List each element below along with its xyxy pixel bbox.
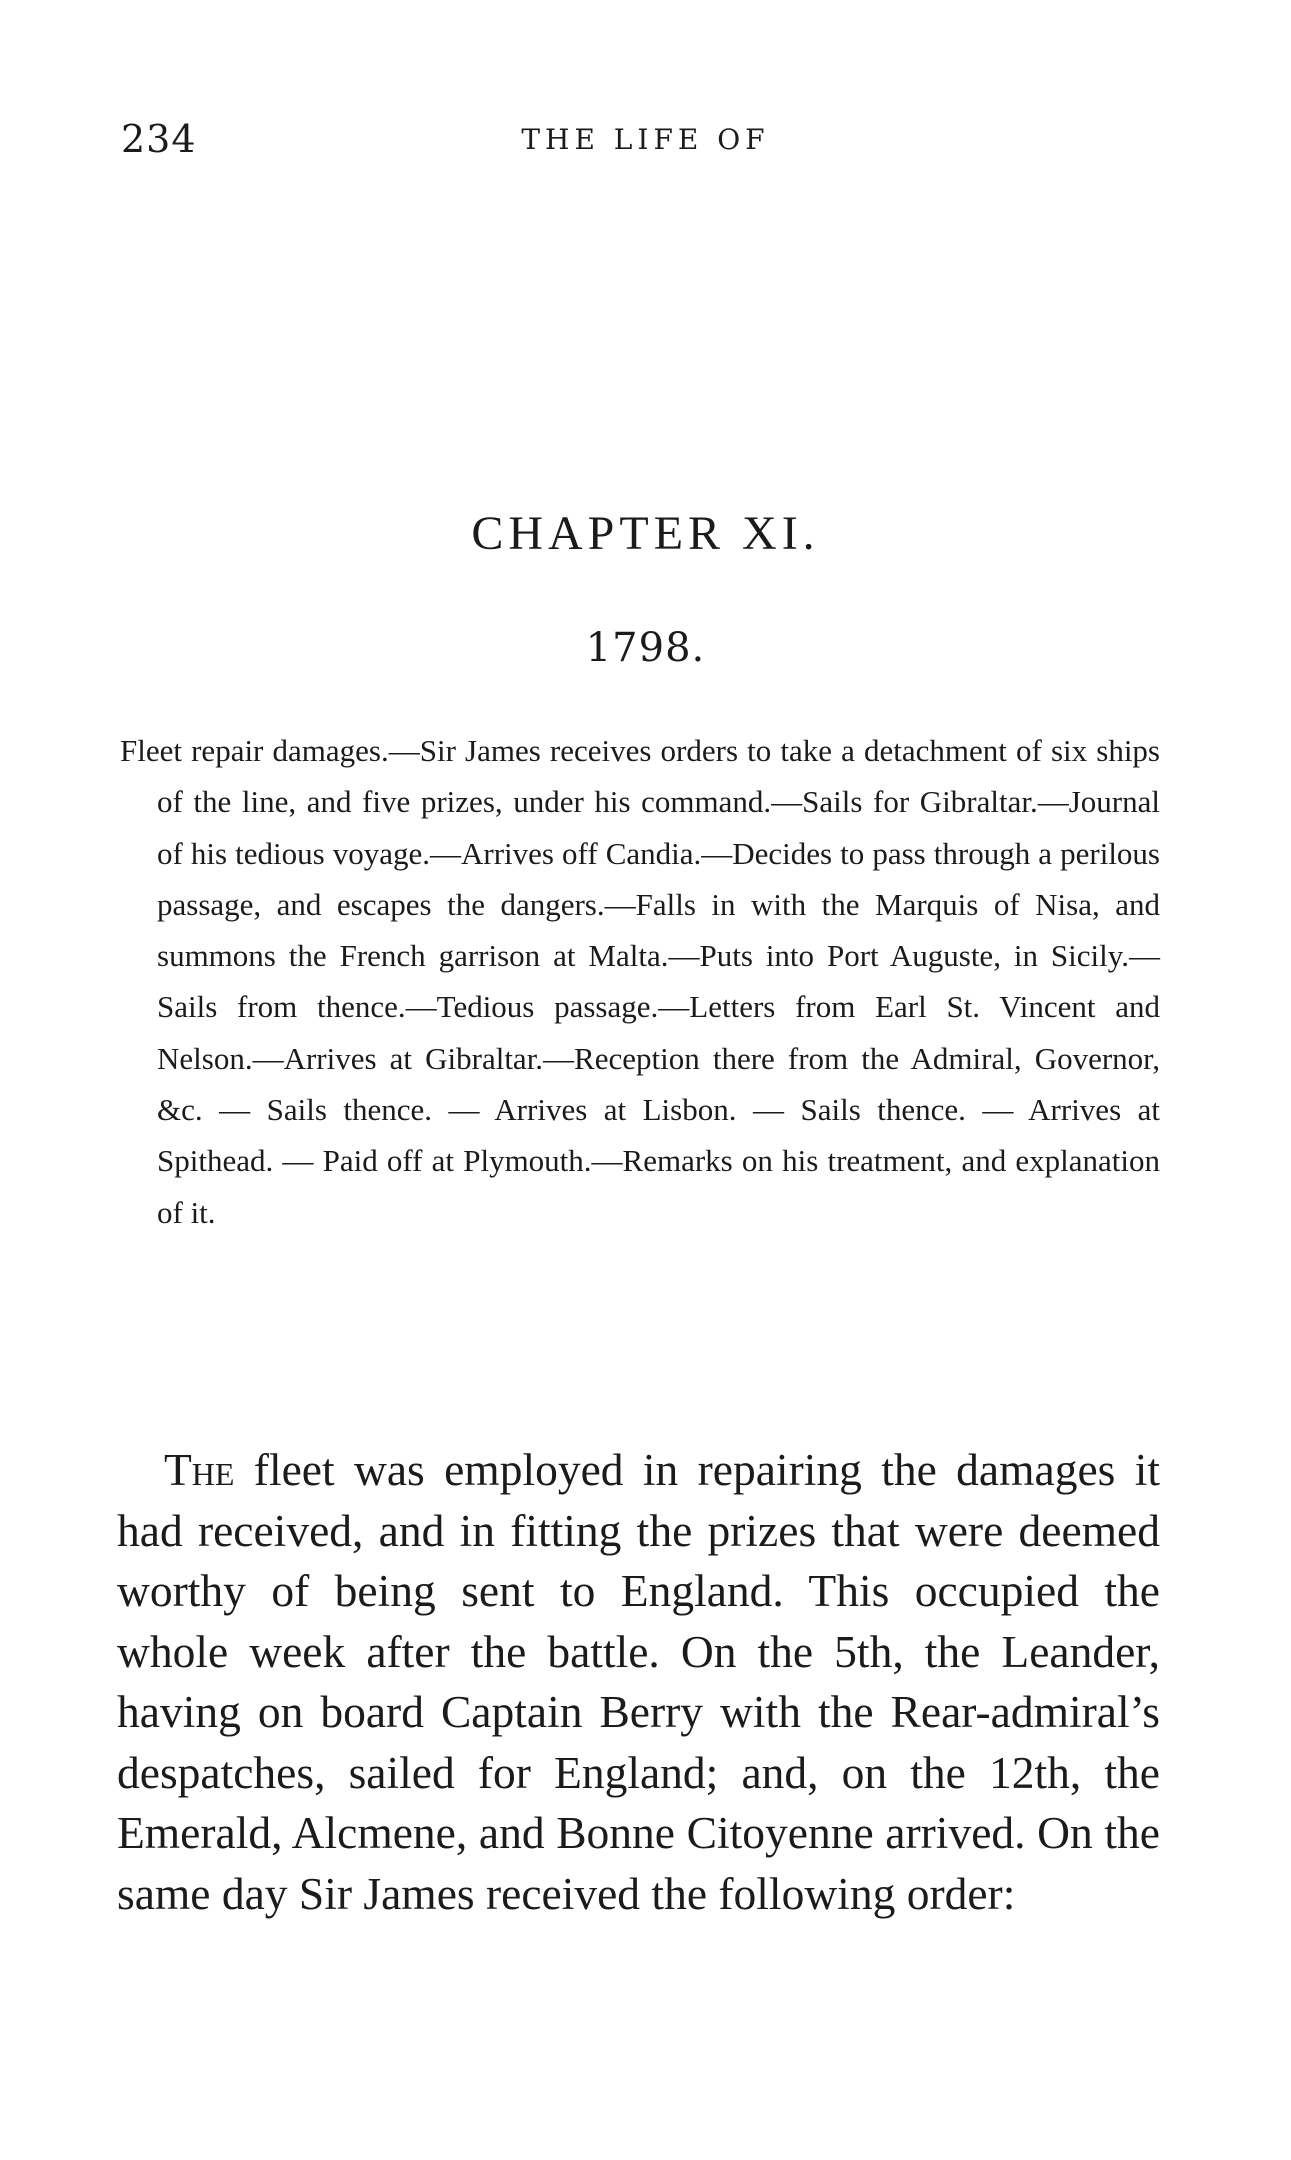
- chapter-summary: Fleet repair damages.—Sir James receives orders to take a detachment of six ships of the line, and five prizes, under his command.—Sails for Gibraltar.—Journal of his tedious voyage.—Arrives off Candia.—Decides to pass through a perilous passage, and escapes the dangers.—Falls in with the Marquis of Nisa, and summons the French garrison at Malta.—Puts into Port Auguste, in Sicily.—Sails from thence.—Tedious passage.—Letters from Earl St. Vincent and Nelson.—Arrives at Gibraltar.—Reception there from the Admiral, Governor, &c. — Sails thence. — Arrives at Lisbon. — Sails thence. — Arrives at Spithead. — Paid off at Plymouth.—Remarks on his treatment, and explanation of it.: [120, 733, 1160, 1230]
- body-paragraph-text: fleet was employed in repairing the damages it had received, and in fitting the prizes that were deemed worthy of being sent to England. This occupied the whole week after the battle. On the 5th, the Leander, having on board Captain Berry with the Rear-admiral’s despatches, sailed for England; and, on the 12th, the Emerald, Alcmene, and Bonne Citoyenne arrived. On the same day Sir James received the following order:: [117, 1444, 1160, 1919]
- page-number: 234: [121, 117, 197, 161]
- chapter-year: 1798.: [585, 625, 706, 671]
- body-lead-word: The: [164, 1444, 235, 1495]
- chapter-title: CHAPTER XI.: [471, 507, 820, 560]
- running-head: THE LIFE OF: [521, 123, 770, 156]
- body-paragraph: [117, 1440, 1160, 1924]
